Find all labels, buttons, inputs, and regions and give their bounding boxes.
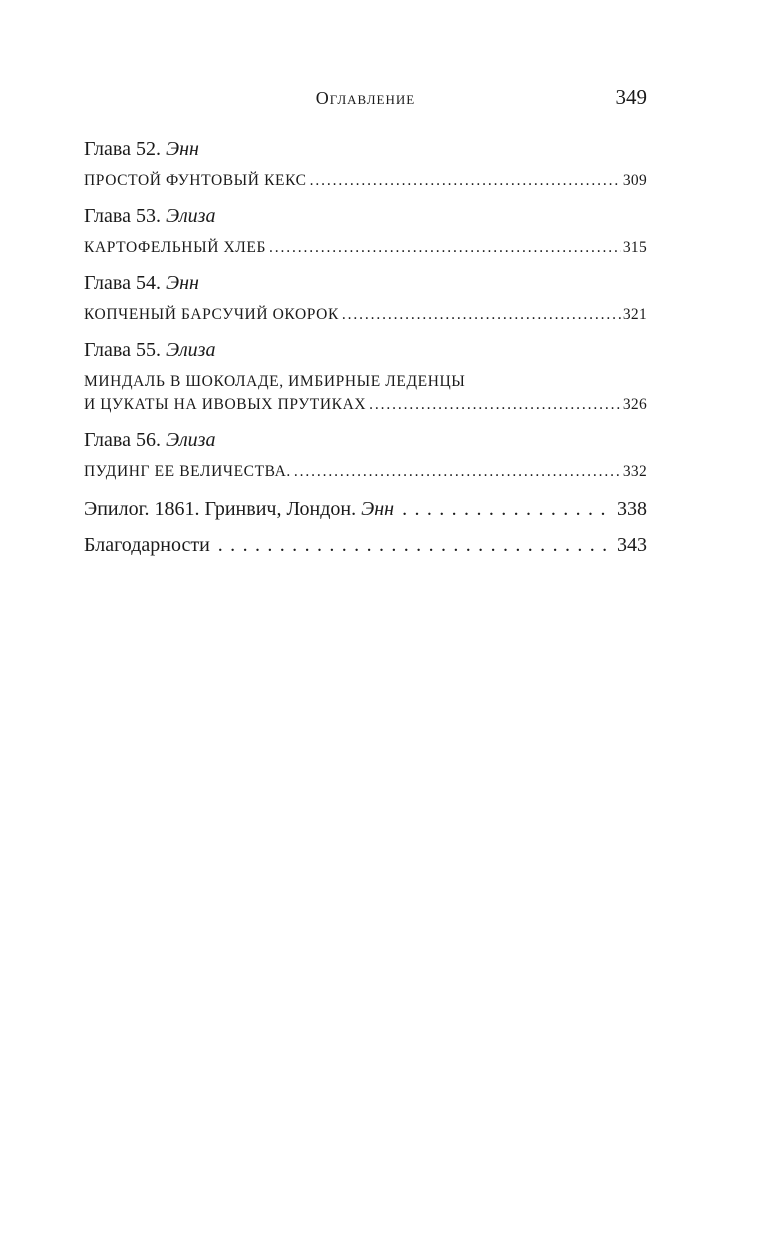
table-of-contents	[84, 137, 647, 557]
entry-page-number: 315	[622, 239, 647, 256]
dot-leader	[269, 236, 621, 259]
epilogue-title: Эпилог. 1861. Гринвич, Лондон.	[84, 498, 357, 520]
toc-entry[interactable]	[84, 303, 647, 326]
dot-leader	[310, 169, 621, 192]
toc-chapter-53	[84, 204, 647, 259]
toc-chapter-54	[84, 271, 647, 326]
page-header	[84, 85, 647, 116]
toc-entry[interactable]	[84, 393, 647, 416]
chapter-heading	[84, 204, 647, 228]
chapter-label: Глава 52.	[84, 138, 161, 160]
chapter-label: Глава 55.	[84, 339, 161, 361]
running-title: Оглавление	[315, 88, 416, 108]
toc-chapter-55	[84, 338, 647, 416]
dot-leader	[294, 460, 621, 483]
toc-epilogue[interactable]	[84, 497, 647, 521]
chapter-narrator: Энн	[165, 138, 199, 160]
chapter-narrator: Элиза	[165, 205, 216, 227]
entry-page-number: 332	[622, 463, 647, 480]
chapter-label: Глава 54.	[84, 272, 161, 294]
chapter-label: Глава 53.	[84, 205, 161, 227]
chapter-narrator: Энн	[165, 272, 199, 294]
dot-leader	[342, 303, 621, 326]
epilogue-page-number: 338	[617, 498, 647, 520]
entry-page-number: 326	[622, 396, 647, 413]
chapter-narrator: Элиза	[165, 429, 216, 451]
toc-chapter-56	[84, 428, 647, 483]
entry-title-line[interactable]: МИНДАЛЬ В ШОКОЛАДЕ, ИМБИРНЫЕ ЛЕДЕНЦЫ	[84, 373, 466, 390]
entry-title: КОПЧЕНЫЙ БАРСУЧИЙ ОКОРОК	[84, 306, 339, 323]
dot-leader	[369, 393, 621, 416]
entry-title: И ЦУКАТЫ НА ИВОВЫХ ПРУТИКАХ	[84, 396, 367, 413]
acknowledgements-label: Благодарности	[84, 534, 210, 556]
dot-leader	[402, 497, 611, 521]
entry-title: ПУДИНГ ЕЕ ВЕЛИЧЕСТВА.	[84, 463, 291, 480]
page-number: 349	[615, 85, 647, 109]
chapter-heading	[84, 271, 647, 295]
toc-entry[interactable]	[84, 169, 647, 192]
toc-chapter-52	[84, 137, 647, 192]
chapter-heading	[84, 137, 647, 161]
entry-page-number: 321	[622, 306, 647, 323]
toc-entry[interactable]	[84, 236, 647, 259]
toc-entry[interactable]	[84, 460, 647, 483]
chapter-label: Глава 56.	[84, 429, 161, 451]
epilogue-narrator: Энн	[361, 498, 395, 520]
entry-page-number: 309	[622, 172, 647, 189]
chapter-narrator: Элиза	[165, 339, 216, 361]
acknowledgements-page-number: 343	[617, 534, 647, 556]
toc-acknowledgements[interactable]	[84, 533, 647, 557]
entry-title: КАРТОФЕЛЬНЫЙ ХЛЕБ	[84, 239, 266, 256]
entry-title: ПРОСТОЙ ФУНТОВЫЙ КЕКС	[84, 172, 307, 189]
chapter-heading	[84, 428, 647, 452]
chapter-heading	[84, 338, 647, 362]
epilogue-label	[84, 497, 394, 521]
dot-leader	[218, 533, 611, 557]
